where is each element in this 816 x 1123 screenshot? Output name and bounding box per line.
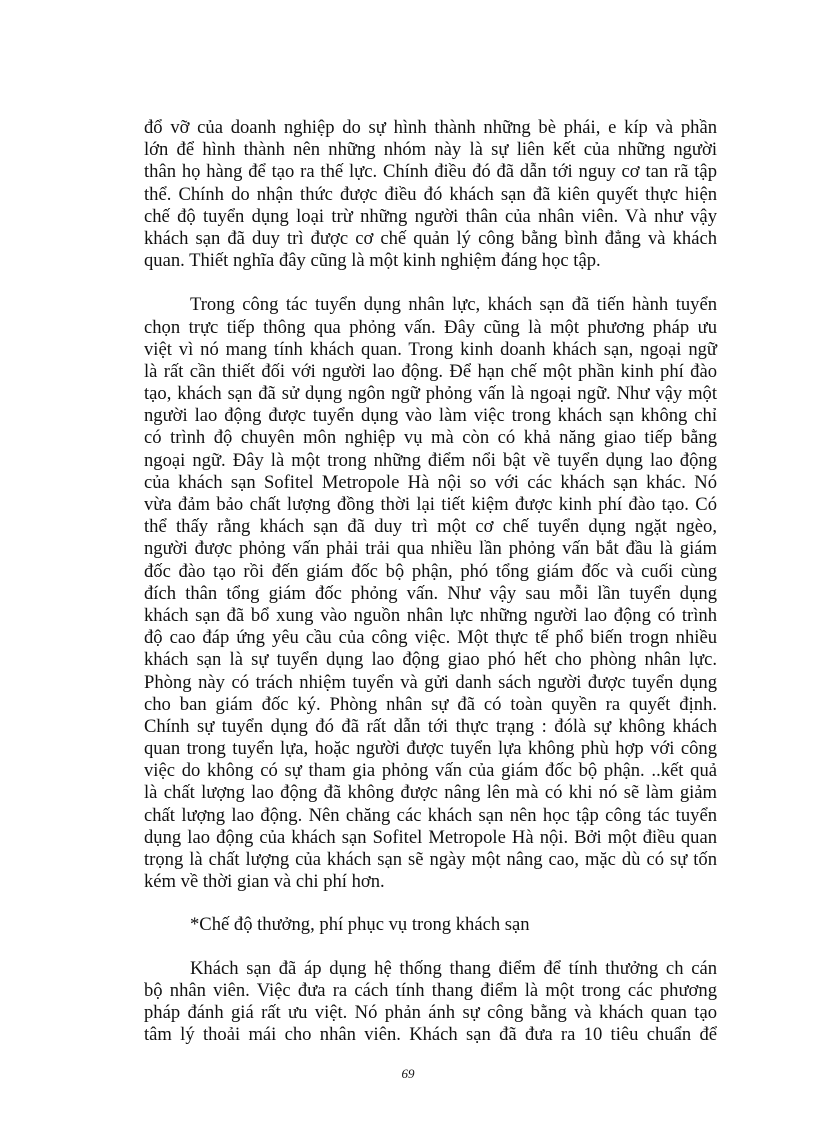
- text-line: vừa đảm bảo chất lượng đồng thời lại tiết kiệm được kinh phí đào tạo. Có: [144, 494, 717, 515]
- text-line: việc do không có sự tham gia phỏng vấn của giám đốc bộ phận. ..kết quả: [144, 760, 717, 782]
- paragraph-1: [144, 117, 717, 272]
- text-line: đích thân tổng giám đốc phỏng vấn. Như vậy sau mỗi lần tuyển dụng: [144, 582, 717, 604]
- text-line: Phòng này có trách nhiệm tuyển và gửi danh sách người được tuyển dụng: [144, 671, 717, 693]
- text-line: tâm lý thoải mái cho nhân viên. Khách sạn đã đưa ra 10 tiêu chuẩn để: [144, 1024, 717, 1046]
- text-line: lớn để hình thành nên những nhóm này là sự liên kết của những người: [144, 139, 717, 161]
- text-line: độ cao đáp ứng yêu cầu của công việc. Một thực tế phổ biến trogn nhiều: [144, 627, 717, 649]
- body-text: [144, 117, 717, 1046]
- text-line: thể. Chính do nhận thức được điều đó khách sạn đã kiên quyết thực hiện: [144, 183, 717, 205]
- text-line: quan. Thiết nghĩa đây cũng là một kinh nghiệm đáng học tập.: [144, 250, 601, 272]
- text-line: đốc đào tạo rồi đến giám đốc bộ phận, phó tổng giám đốc và cuối cùng: [144, 560, 717, 582]
- paragraph-gap: [144, 937, 717, 958]
- text-line: thể thấy rằng khách sạn đã duy trì một cơ chế tuyển dụng ngặt ngèo,: [144, 516, 717, 538]
- text-line: dụng lao động của khách sạn Sofitel Metropole Hà nội. Bởi một điều quan: [144, 826, 717, 848]
- text-line: chế độ tuyển dụng loại trừ những người thân của nhân viên. Và như vậy: [144, 205, 717, 227]
- page-number: 69: [401, 1066, 415, 1081]
- paragraph-gap: [144, 272, 717, 294]
- text-line: là rất cần thiết đối với người lao động. Để hạn chế một phần kinh phí đào: [144, 360, 717, 382]
- paragraph-2: [144, 294, 717, 893]
- text-line: việt vì nó mang tính khách quan. Trong kinh doanh khách sạn, ngoại ngữ: [144, 338, 717, 360]
- text-line: tạo, khách sạn đã sử dụng ngôn ngữ phỏng vấn là ngoại ngữ. Như vậy một: [144, 383, 717, 405]
- text-line: pháp đánh giá rất ưu việt. Nó phản ánh sự công bằng và khách quan tạo: [144, 1001, 717, 1023]
- text-line: đổ vỡ của doanh nghiệp do sự hình thành những bè phái, e kíp và phần: [144, 117, 717, 138]
- text-line: Trong công tác tuyển dụng nhân lực, khách sạn đã tiến hành tuyển: [190, 294, 717, 316]
- text-line: của khách sạn Sofitel Metropole Hà nội so với các khách sạn khác. Nó: [144, 471, 717, 493]
- text-line: kém về thời gian và chi phí hơn.: [144, 871, 385, 893]
- paragraph-3: [144, 958, 717, 1047]
- text-line: có trình độ chuyên môn nghiệp vụ mà còn có khả năng giao tiếp bằng: [144, 427, 717, 449]
- paragraph-gap: [144, 893, 717, 914]
- text-line: khách sạn là sự tuyển dụng lao động giao phó hết cho phòng nhân lực.: [144, 649, 717, 671]
- section-heading: *Chế độ thưởng, phí phục vụ trong khách sạn: [190, 914, 530, 936]
- text-line: là chất lượng lao động đã không được nâng lên mà có khi nó sẽ làm giảm: [144, 782, 717, 804]
- text-line: Chính sự tuyển dụng đó đã rất dẫn tới thực trạng : đólà sự không khách: [144, 715, 717, 737]
- text-line: chất lượng lao động. Nên chăng các khách sạn nên học tập công tác tuyển: [144, 804, 717, 826]
- text-line: ngoại ngữ. Đây là một trong những điểm nổi bật về tuyển dụng lao động: [144, 449, 717, 471]
- text-line: thân họ hàng để tạo ra thế lực. Chính điều đó đã dẫn tới nguy cơ tan rã tập: [144, 161, 717, 183]
- text-line: bộ nhân viên. Việc đưa ra cách tính thang điểm là một trong các phương: [144, 979, 717, 1001]
- text-line: khách sạn đã bổ xung vào nguồn nhân lực những người lao động có trình: [144, 604, 717, 626]
- text-line: người được phỏng vấn phải trải qua nhiều lần phỏng vấn bắt đầu là giám: [144, 538, 717, 560]
- text-line: người lao động được tuyển dụng vào làm việc trong khách sạn không chỉ: [144, 405, 717, 427]
- text-line: quan trong tuyển lựa, hoặc người được tuyển lựa không phù hợp với công: [144, 738, 717, 760]
- text-line: trọng là chất lượng của khách sạn sẽ ngày một nâng cao, mặc dù có sự tốn: [144, 849, 717, 870]
- text-line: chọn trực tiếp thông qua phỏng vấn. Đây cũng là một phương pháp ưu: [144, 316, 717, 338]
- text-line: khách sạn đã duy trì được cơ chế quản lý công bằng bình đẳng và khách: [144, 227, 717, 249]
- text-line: cho ban giám đốc ký. Phòng nhân sự đã có toàn quyền ra quyết định.: [144, 693, 717, 715]
- text-line: Khách sạn đã áp dụng hệ thống thang điểm để tính thưởng ch cán: [190, 957, 717, 979]
